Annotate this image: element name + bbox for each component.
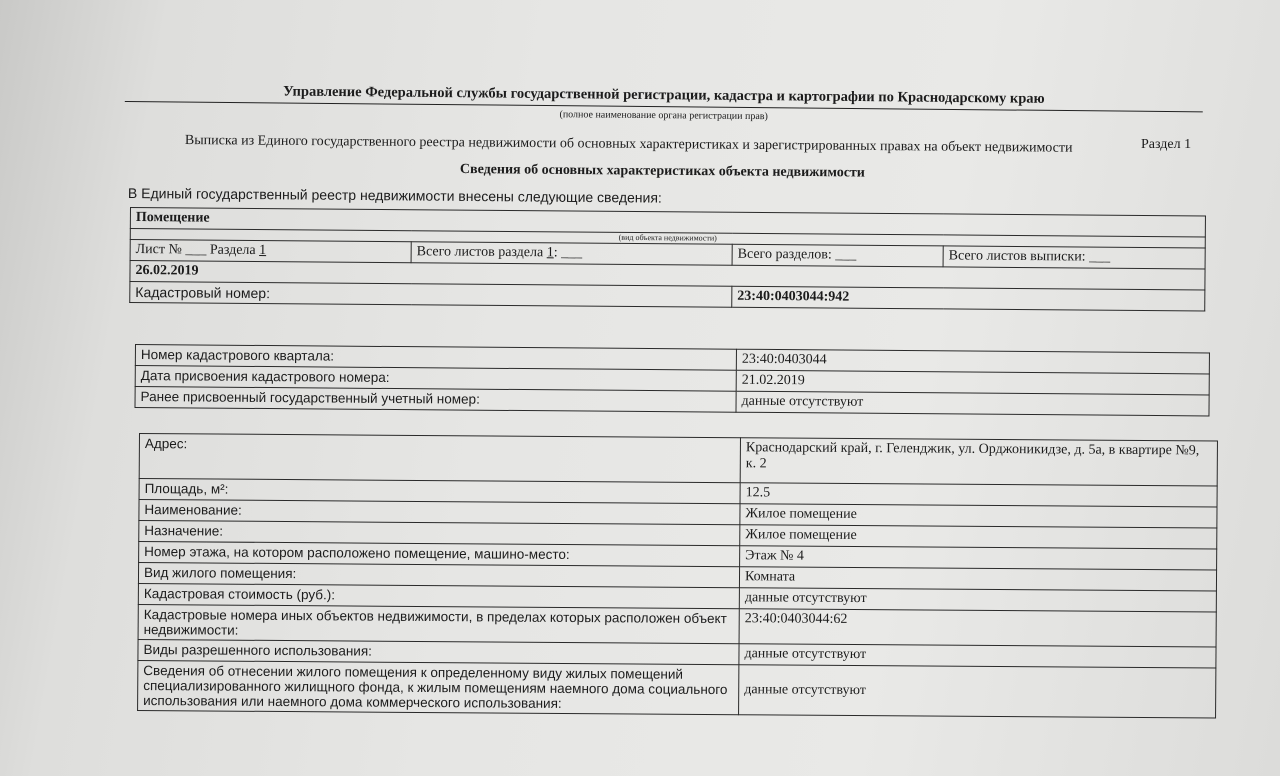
authority-name: Управление Федеральной службы государственной регистрации, кадастра и картографии по Краснодарскому краю <box>125 82 1203 112</box>
authority-header <box>125 82 1203 126</box>
row-value: Жилое помещение <box>740 504 1217 528</box>
row-label: Кадастровая стоимость (руб.): <box>138 583 739 608</box>
row-value: Комната <box>739 567 1216 591</box>
document-subtitle: Сведения об основных характеристиках объекта недвижимости <box>459 162 865 181</box>
row-value: Краснодарский край, г. Геленджик, ул. Орджоникидзе, д. 5а, в квартире №9, к. 2 <box>740 438 1217 486</box>
row-value: Этаж № 4 <box>740 546 1217 570</box>
sheet-number-cell: Лист № ___ Раздела 1 <box>130 240 411 263</box>
total-sections-cell: Всего разделов: ___ <box>732 244 943 267</box>
row-value: данные отсутствуют <box>739 588 1216 612</box>
extract-date: 26.02.2019 <box>130 261 1205 290</box>
total-sheets-extract-cell: Всего листов выписки: ___ <box>943 246 1205 269</box>
row-label: Номер этажа, на котором расположено помещение, машино-место: <box>139 542 740 567</box>
total-sheets-section-cell: Всего листов раздела 1: ___ <box>411 242 732 266</box>
row-label: Сведения об отнесении жилого помещения к определенному виду жилых помещений специализированного жилищного фонда, к жилым помещениям наемного дома социального использования или наемного дома коммерческого использования: <box>138 660 739 714</box>
row-value: 21.02.2019 <box>736 370 1209 395</box>
row-label: Наименование: <box>139 500 740 525</box>
row-value: 23:40:0403044:62 <box>739 609 1216 647</box>
row-value: 23:40:0403044 <box>736 349 1209 374</box>
row-label: Дата присвоения кадастрового номера: <box>135 366 736 392</box>
cadastral-number-label: Кадастровый номер: <box>130 282 732 308</box>
row-label: Адрес: <box>139 434 740 483</box>
table-row <box>139 434 1217 487</box>
table-row <box>138 660 1216 718</box>
row-label: Назначение: <box>139 521 740 546</box>
row-label: Виды разрешенного использования: <box>138 639 739 664</box>
cadastral-number-value: 23:40:0403044:942 <box>732 286 1205 311</box>
authority-caption: (полное наименование органа регистрации прав) <box>559 109 768 123</box>
object-kind: Помещение <box>130 208 1205 237</box>
object-kind-caption: (вид объекта недвижимости) <box>130 229 1205 248</box>
row-label: Площадь, м²: <box>139 479 740 504</box>
row-label: Вид жилого помещения: <box>138 563 739 588</box>
row-value: 12.5 <box>740 483 1217 507</box>
registry-table <box>134 344 1209 416</box>
row-value: данные отсутствуют <box>739 644 1216 668</box>
row-label: Кадастровые номера иных объектов недвижимости, в пределах которых расположен объект недвижимости: <box>138 604 739 643</box>
object-header-table <box>129 207 1206 311</box>
characteristics-table <box>137 433 1218 719</box>
row-value: Жилое помещение <box>740 525 1217 549</box>
document-title: Выписка из Единого государственного реестра недвижимости об основных характеристиках и зарегистрированных правах на объект недвижимости <box>184 133 1073 156</box>
row-value: данные отсутствуют <box>739 665 1216 718</box>
row-value: данные отсутствуют <box>736 391 1209 416</box>
section-number: Раздел 1 <box>1141 137 1192 152</box>
intro-text: В Единый государственный реестр недвижимости внесены следующие сведения: <box>127 185 662 206</box>
row-label: Ранее присвоенный государственный учетный номер: <box>135 387 736 413</box>
row-label: Номер кадастрового квартала: <box>135 345 736 371</box>
